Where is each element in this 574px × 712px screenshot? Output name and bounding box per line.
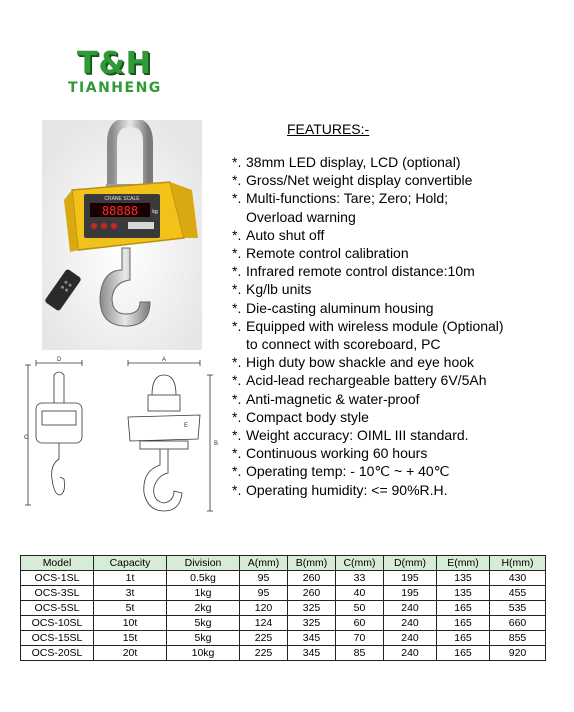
table-cell: OCS-15SL: [21, 631, 94, 646]
feature-text: Auto shut off: [246, 226, 325, 243]
feature-text: Infrared remote control distance:10m: [246, 263, 475, 280]
feature-text: Weight accuracy: OIML III standard.: [246, 427, 469, 444]
table-cell: 20t: [94, 646, 167, 661]
logo-name: TIANHENG: [68, 80, 162, 96]
feature-bullet: *.: [232, 463, 242, 480]
feature-bullet: *.: [232, 190, 242, 207]
feature-bullet: *.: [232, 154, 242, 170]
table-cell: 33: [336, 571, 384, 586]
feature-item: [232, 462, 504, 480]
table-cell: OCS-5SL: [21, 601, 94, 616]
table-cell: 50: [336, 601, 384, 616]
feature-text: Anti-magnetic & water-proof: [246, 390, 420, 407]
header-c: C(mm): [336, 556, 384, 571]
feature-bullet: *.: [232, 354, 242, 371]
feature-item: [232, 262, 504, 280]
header-h: H(mm): [490, 556, 546, 571]
table-cell: 165: [437, 631, 490, 646]
table-cell: 920: [490, 646, 546, 661]
feature-item: [232, 481, 504, 499]
table-cell: 135: [437, 571, 490, 586]
feature-bullet: *.: [232, 390, 242, 407]
display-unit: kg: [152, 209, 158, 215]
table-row: [21, 616, 546, 631]
table-cell: OCS-3SL: [21, 586, 94, 601]
feature-text: Overload warning: [246, 208, 356, 225]
feature-bullet: *.: [232, 445, 242, 462]
feature-item: [232, 244, 504, 262]
table-cell: 240: [384, 631, 437, 646]
logo-mark: T&H: [77, 46, 152, 81]
table-cell: 325: [288, 601, 336, 616]
table-cell: 165: [437, 601, 490, 616]
table-cell: 95: [240, 586, 288, 601]
feature-bullet: *.: [232, 481, 242, 498]
dim-label-c: C: [24, 435, 29, 441]
table-cell: 260: [288, 586, 336, 601]
feature-item: [232, 353, 504, 371]
table-row: [21, 586, 546, 601]
feature-item: [232, 426, 504, 444]
table-cell: 195: [384, 571, 437, 586]
table-cell: 1t: [94, 571, 167, 586]
table-cell: 3t: [94, 586, 167, 601]
dim-label-d: D: [57, 357, 62, 363]
feature-bullet: *.: [232, 245, 242, 262]
feature-text: High duty bow shackle and eye hook: [246, 354, 475, 371]
dim-label-e: E: [184, 423, 189, 429]
table-cell: 165: [437, 646, 490, 661]
feature-item: [232, 226, 504, 244]
dim-label-b: B: [214, 441, 219, 447]
table-cell: 60: [336, 616, 384, 631]
table-cell: 345: [288, 631, 336, 646]
feature-item: [232, 408, 504, 426]
feature-text: Kg/lb units: [246, 281, 312, 298]
feature-item: [232, 189, 504, 207]
header-e: E(mm): [437, 556, 490, 571]
feature-item: [232, 171, 504, 189]
table-cell: OCS-20SL: [21, 646, 94, 661]
display-label: CRANE SCALE: [104, 196, 140, 202]
spec-table-body: [21, 571, 546, 661]
table-cell: 95: [240, 571, 288, 586]
table-row: [21, 631, 546, 646]
table-cell: 1kg: [167, 586, 240, 601]
features-list: [232, 153, 504, 499]
table-cell: 5kg: [167, 616, 240, 631]
feature-text: to connect with scoreboard, PC: [246, 336, 441, 353]
feature-item: [232, 317, 504, 335]
feature-text: Operating humidity: <= 90%R.H.: [246, 481, 448, 498]
table-cell: 0.5kg: [167, 571, 240, 586]
feature-text: Remote control calibration: [246, 245, 409, 262]
table-cell: OCS-1SL: [21, 571, 94, 586]
header-b: B(mm): [288, 556, 336, 571]
feature-item: [232, 444, 504, 462]
table-row: [21, 646, 546, 661]
table-cell: 240: [384, 601, 437, 616]
crane-scale-photo: [42, 120, 202, 350]
feature-text: 38mm LED display, LCD (optional): [246, 154, 461, 170]
feature-bullet: *.: [232, 281, 242, 298]
feature-bullet: *.: [232, 299, 242, 316]
table-cell: 5t: [94, 601, 167, 616]
feature-item: [232, 335, 504, 353]
display-value: 88888: [101, 204, 139, 218]
table-cell: 855: [490, 631, 546, 646]
table-cell: 660: [490, 616, 546, 631]
feature-text: Operating temp: - 10℃ ~ + 40℃: [246, 463, 450, 480]
table-cell: 225: [240, 646, 288, 661]
table-row: [21, 571, 546, 586]
table-cell: 5kg: [167, 631, 240, 646]
feature-bullet: *.: [232, 263, 242, 280]
table-cell: 120: [240, 601, 288, 616]
feature-text: Multi-functions: Tare; Zero; Hold;: [246, 190, 449, 207]
header-model: Model: [21, 556, 94, 571]
table-cell: 260: [288, 571, 336, 586]
table-cell: 85: [336, 646, 384, 661]
feature-item: [232, 371, 504, 389]
table-cell: 240: [384, 616, 437, 631]
table-cell: 240: [384, 646, 437, 661]
table-cell: 10kg: [167, 646, 240, 661]
feature-bullet: *.: [232, 317, 242, 334]
table-cell: 165: [437, 616, 490, 631]
table-cell: OCS-10SL: [21, 616, 94, 631]
feature-item: [232, 208, 504, 226]
features-title: FEATURES:-: [287, 121, 370, 137]
table-cell: 124: [240, 616, 288, 631]
feature-item: [232, 153, 504, 171]
table-cell: 70: [336, 631, 384, 646]
feature-bullet: *.: [232, 172, 242, 189]
table-cell: 345: [288, 646, 336, 661]
table-cell: 40: [336, 586, 384, 601]
header-capacity: Capacity: [94, 556, 167, 571]
table-cell: 225: [240, 631, 288, 646]
feature-text: Compact body style: [246, 408, 369, 425]
header-division: Division: [167, 556, 240, 571]
dimension-drawings: [24, 355, 224, 525]
dim-label-a: A: [162, 357, 167, 363]
feature-text: Acid-lead rechargeable battery 6V/5Ah: [246, 372, 487, 389]
table-cell: 135: [437, 586, 490, 601]
feature-bullet: *.: [232, 372, 242, 389]
table-row: [21, 601, 546, 616]
feature-item: [232, 390, 504, 408]
table-cell: 455: [490, 586, 546, 601]
spec-table: [20, 555, 546, 661]
feature-text: Continuous working 60 hours: [246, 445, 428, 462]
feature-bullet: *.: [232, 427, 242, 444]
table-cell: 10t: [94, 616, 167, 631]
table-cell: 15t: [94, 631, 167, 646]
feature-text: Die-casting aluminum housing: [246, 299, 434, 316]
header-a: A(mm): [240, 556, 288, 571]
table-cell: 535: [490, 601, 546, 616]
feature-item: [232, 299, 504, 317]
table-header-row: [21, 556, 546, 571]
feature-bullet: *.: [232, 408, 242, 425]
header-d: D(mm): [384, 556, 437, 571]
feature-bullet: *.: [232, 226, 242, 243]
table-cell: 325: [288, 616, 336, 631]
feature-text: Equipped with wireless module (Optional): [246, 317, 504, 334]
table-cell: 195: [384, 586, 437, 601]
table-cell: 2kg: [167, 601, 240, 616]
table-cell: 430: [490, 571, 546, 586]
feature-item: [232, 280, 504, 298]
feature-text: Gross/Net weight display convertible: [246, 172, 473, 189]
